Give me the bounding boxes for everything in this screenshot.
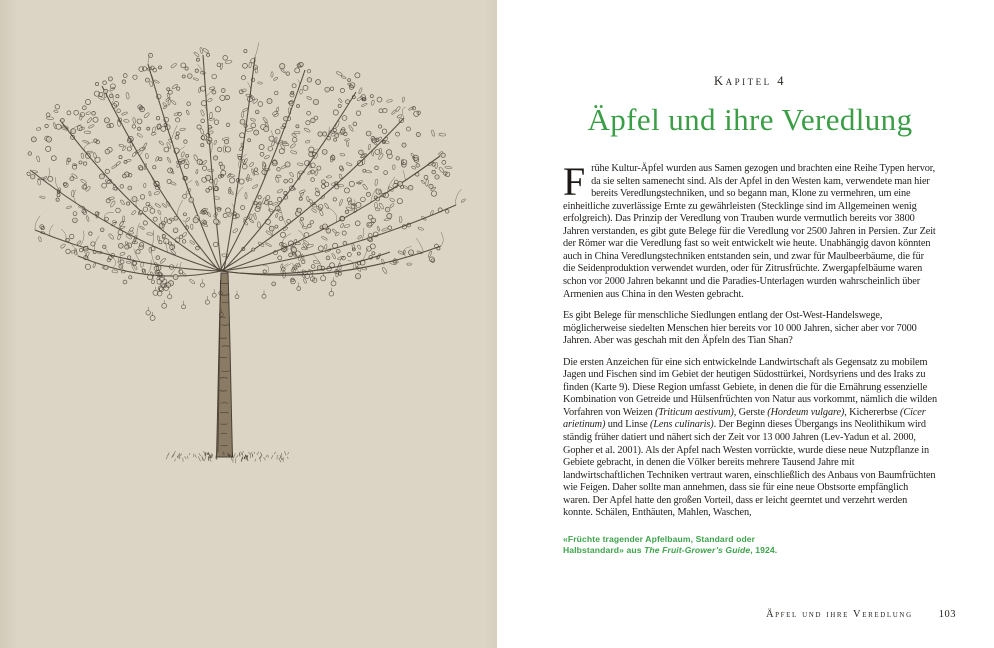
paragraph-text: rühe Kultur-Äpfel wurden aus Samen gezogen und brachten eine Reihe Typen hervor, da sie selten samenecht sind. Als der Apfel in den Westen kam, verwendete man hier bereits Veredlungstechniken, und so begann man, Klone zu vermehren, um eine einheitliche zuverlässige Ernte zu gewährleisten (Stecklinge sind im Allgemeinen wenig erfolgreich). Das Prinzip der Veredlung von Trauben wurde vermutlich bereits vor 3800 Jahren verstanden, es gibt gute Belege für die Veredlung vor 2500 Jahren in Persien. Zur Zeit der Römer war die Veredlung fast so weit entwickelt wie heute. Unabhängig davon könnten auch in China Veredlungstechniken entstanden sein, und zwar für Maulbeerbäume, die für die Seidenproduktion verwendet wurden, oder für Zitrusfrüchte. Zwergapfelbäume waren schon vor 2000 Jahren bekannt und die Paradies-Unterlagen wurden wahrscheinlich über Armenien aus China in den Westen gebracht. <box>563 163 936 300</box>
body-paragraph: Es gibt Belege für menschliche Siedlungen entlang der Ost-West-Handelswege, möglicherweise siedelten Menschen hier bereits vor 10 000 Jahren, sicher aber vor 7000 Jahren. Aber was geschah mit den Äpfeln des Tian Shan? <box>563 310 917 347</box>
body-paragraph <box>563 159 937 301</box>
drop-cap: F <box>563 159 586 205</box>
figure-caption: «Früchte tragender Apfelbaum, Standard oder Halbstandard» aus The Fruit-Grower’s Guide, 1924. <box>563 533 778 555</box>
body-paragraph: Die ersten Anzeichen für eine sich entwickelnde Landwirtschaft als Gegensatz zu mobilem Jagen und Fischen sind im Gebiet der heutigen Südosttürkei, Nordsyriens und des Iraks zu finden (Karte 9). Diese Region umfasst Gebiete, in denen die für die Ernährung essenzielle Kombination von Getreide und Hülsenfrüchten von Natur aus vorkommt, nämlich die wilden Vorfahren von Weizen (Triticum aestivum), Gerste (Hordeum vulgare), Kichererbse (Cicer arietinum) und Linse (Lens culinaris). Der Beginn dieses Übergangs ins Neolithikum wird ständig früher datiert und nähert sich der Zeit vor 13 000 Jahren (Lev-Yadun et al. 2000, Gopher et al. 2001). Als der Apfel nach Westen vorrückte, wurde diese neue Nutzpflanze in Gebiete gebracht, in denen die Völker bereits mehrere Tausend Jahre mit landwirtschaftlichen Techniken vertraut waren, einschließlich des Anbaus von Baumfrüchten wie Feigen. Daher sollte man annehmen, dass sie für eine neue Obstsorte empfänglich waren. Der Apfel hatte den großen Vorteil, dass er leicht geerntet und verzehrt werden konnte. Schälen, Enthäuten, Mahlen, Waschen, <box>563 356 938 519</box>
page-number: 103 <box>938 609 956 620</box>
right-page <box>497 0 994 648</box>
running-head: Äpfel und ihre Veredlung <box>765 609 913 620</box>
chapter-title: Äpfel und ihre Veredlung <box>587 102 913 137</box>
text-column <box>563 0 937 556</box>
chapter-kicker: Kapitel 4 <box>714 74 786 88</box>
body-copy <box>563 159 938 520</box>
page-footer <box>766 609 956 620</box>
